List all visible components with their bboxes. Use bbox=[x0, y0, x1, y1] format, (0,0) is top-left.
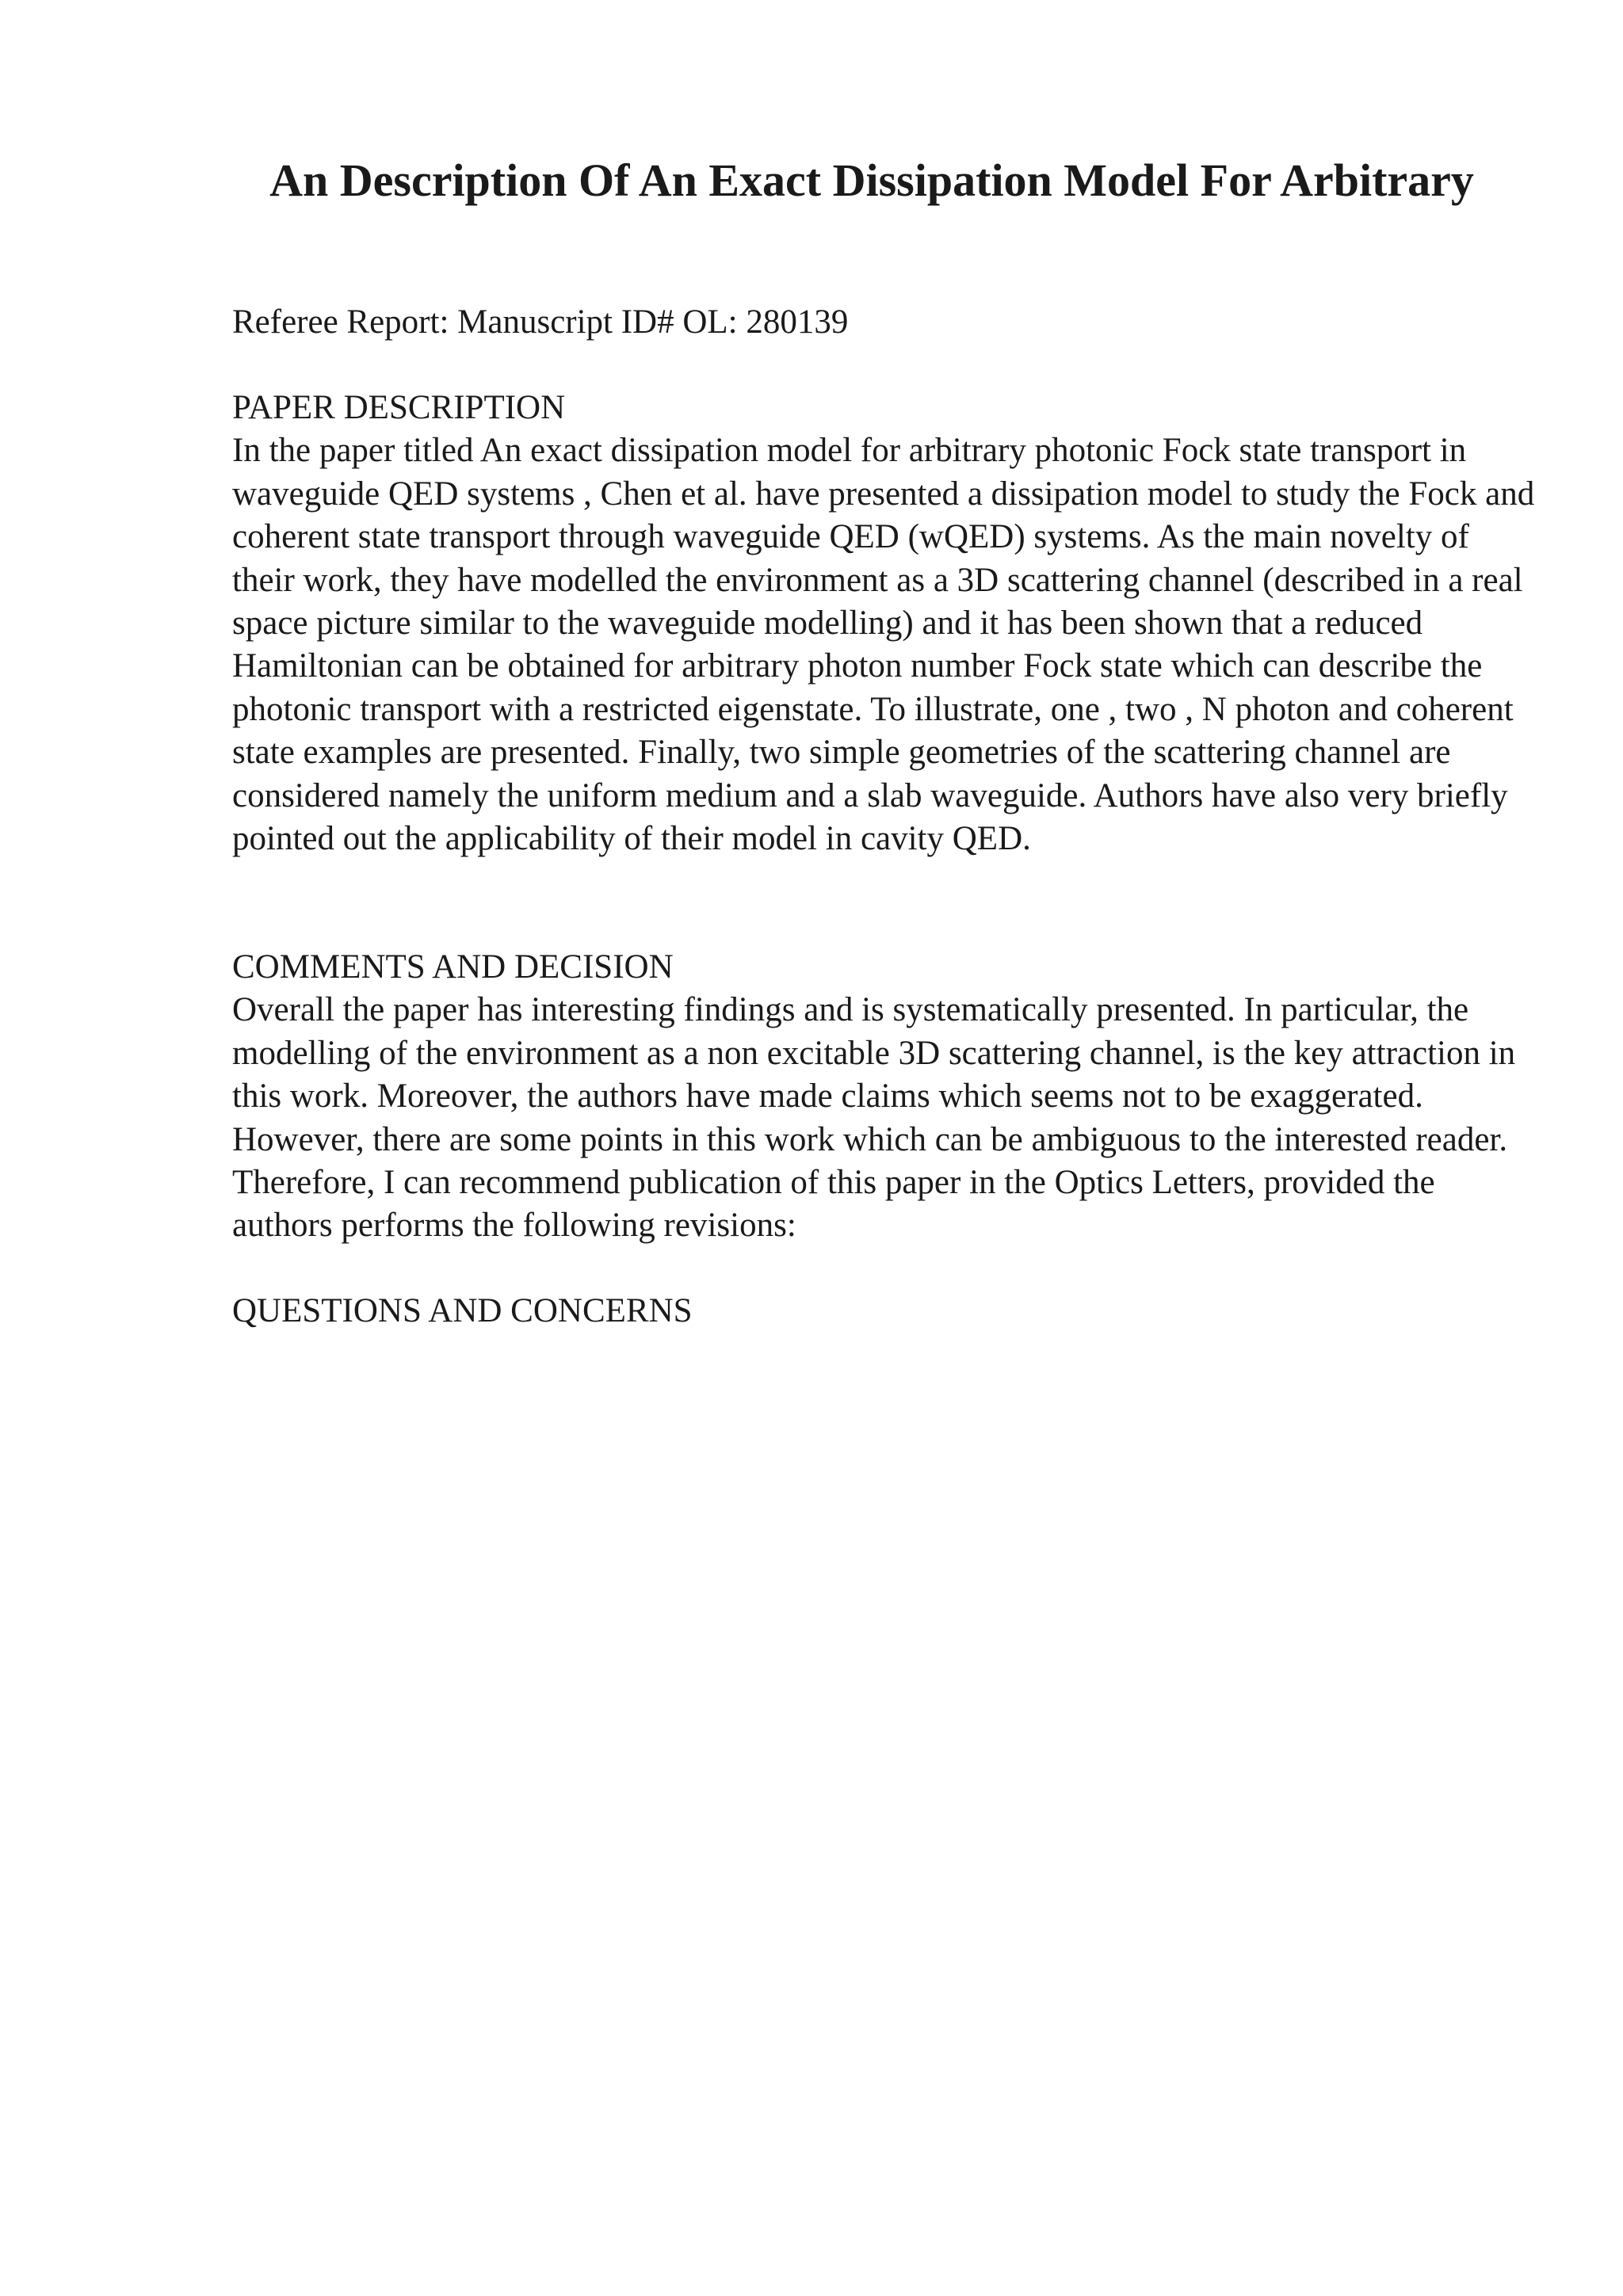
section-body: Overall the paper has interesting findings and is systematically presented. In particular, the modelling of the environment as a non excitable 3D scattering channel, is the key attraction in this work. Moreover, the authors have made claims which seems not to be exaggerated. However, there are some points in this work which can be ambiguous to the interested reader. Therefore, I can recommend publication of this paper in the Optics Letters, provided the authors performs the following revisions: bbox=[232, 991, 1516, 1245]
section-body: In the paper titled An exact dissipation model for arbitrary photonic Fock state transport in waveguide QED systems , Chen et al. have presented a dissipation model to study the Fock and coherent state transport through waveguide QED (wQED) systems. As the main novelty of their work, they have modelled the environment as a 3D scattering channel (described in a real space picture similar to the waveguide modelling) and it has been shown that a reduced Hamiltonian can be obtained for arbitrary photon number Fock state which can describe the photonic transport with a restricted eigenstate. To illustrate, one , two , N photon and coherent state examples are presented. Finally, two simple geometries of the scattering channel are considered namely the uniform medium and a slab waveguide. Authors have also very briefly pointed out the applicability of their model in cavity QED. bbox=[232, 432, 1535, 858]
section-heading: PAPER DESCRIPTION bbox=[232, 389, 566, 426]
document-title: An Description Of An Exact Dissipation Model For Arbitrary bbox=[269, 154, 1474, 206]
section-heading: COMMENTS AND DECISION bbox=[232, 948, 674, 986]
section-heading: QUESTIONS AND CONCERNS bbox=[232, 1292, 693, 1329]
section-questions-and-concerns bbox=[232, 1290, 1540, 1333]
section-paper-description bbox=[232, 387, 1540, 860]
section-comments-and-decision bbox=[232, 946, 1540, 1248]
referee-report-line: Referee Report: Manuscript ID# OL: 280139 bbox=[232, 303, 849, 341]
